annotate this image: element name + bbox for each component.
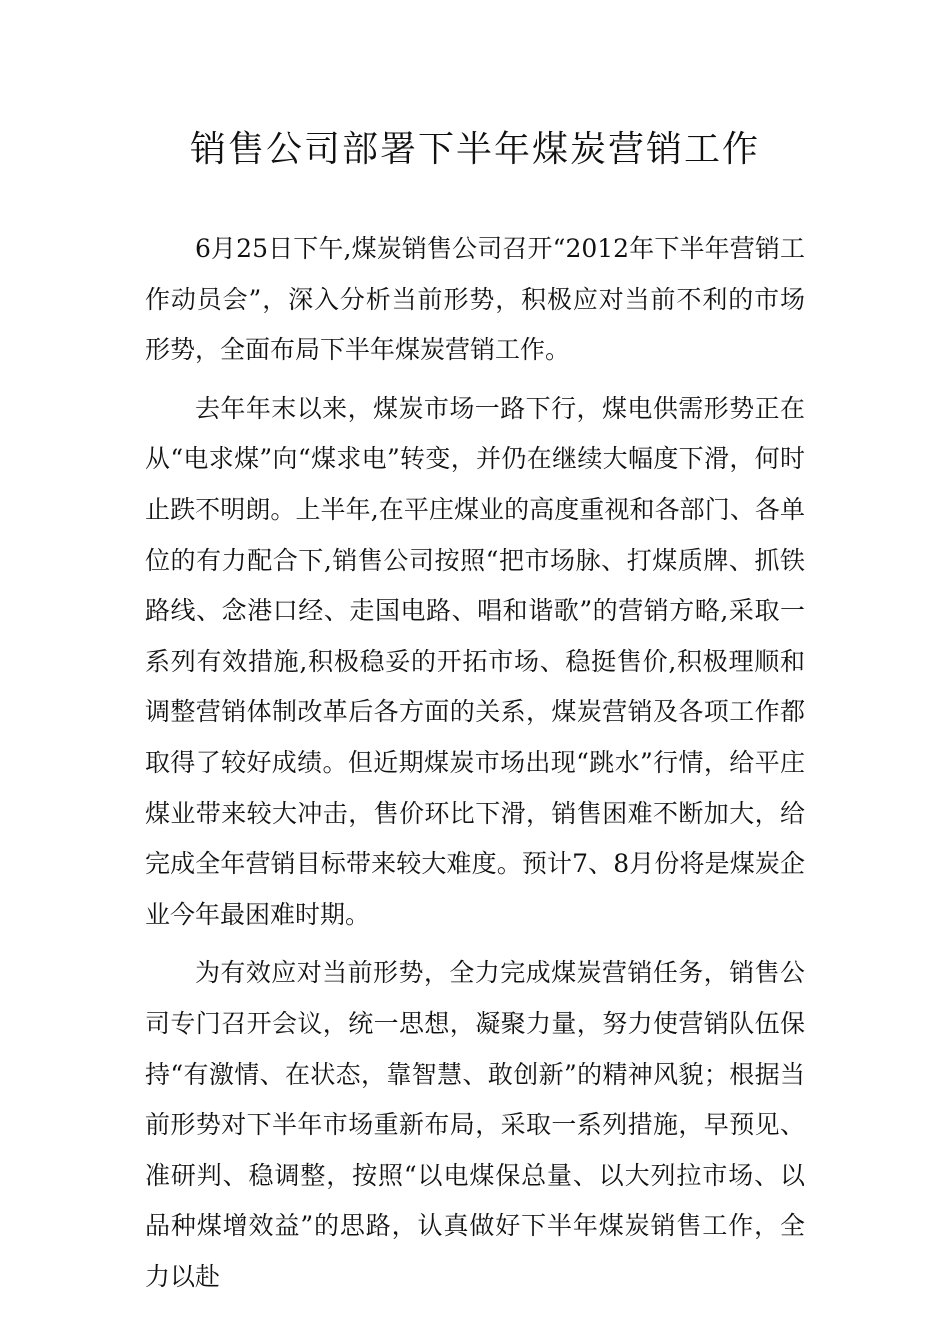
paragraph-3: 为有效应对当前形势，全力完成煤炭营销任务，销售公司专门召开会议，统一思想，凝聚力量，努力使营销队伍保持“有激情、在状态，靠智慧、敢创新”的精神风貌；根据当前形势对下半年市场重新布局，采取一系列措施，早预见、准研判、稳调整，按照“以电煤保总量、以大列拉市场、以品种煤增效益”的思路，认真做好下半年煤炭销售工作，全力以赴 [145,958,805,1291]
paragraph-1: 6月25日下午,煤炭销售公司召开“2012年下半年营销工作动员会”，深入分析当前形势，积极应对当前不利的市场形势，全面布局下半年煤炭营销工作。 [145,234,805,365]
document-body [145,224,805,1310]
document-title: 销售公司部署下半年煤炭营销工作 [189,129,760,170]
paragraph-2: 去年年末以来，煤炭市场一路下行，煤电供需形势正在从“电求煤”向“煤求电”转变，并仍在继续大幅度下滑，何时止跌不明朗。上半年,在平庄煤业的高度重视和各部门、各单位的有力配合下,销售公司按照“把市场脉、打煤质牌、抓铁路线、念港口经、走国电路、唱和谐歌”的营销方略,采取一系列有效措施,积极稳妥的开拓市场、稳挺售价,积极理顺和调整营销体制改革后各方面的关系，煤炭营销及各项工作都取得了较好成绩。但近期煤炭市场出现“跳水”行情，给平庄煤业带来较大冲击，售价环比下滑，销售困难不断加大，给完成全年营销目标带来较大难度。预计7、8月份将是煤炭企业今年最困难时期。 [145,393,805,929]
